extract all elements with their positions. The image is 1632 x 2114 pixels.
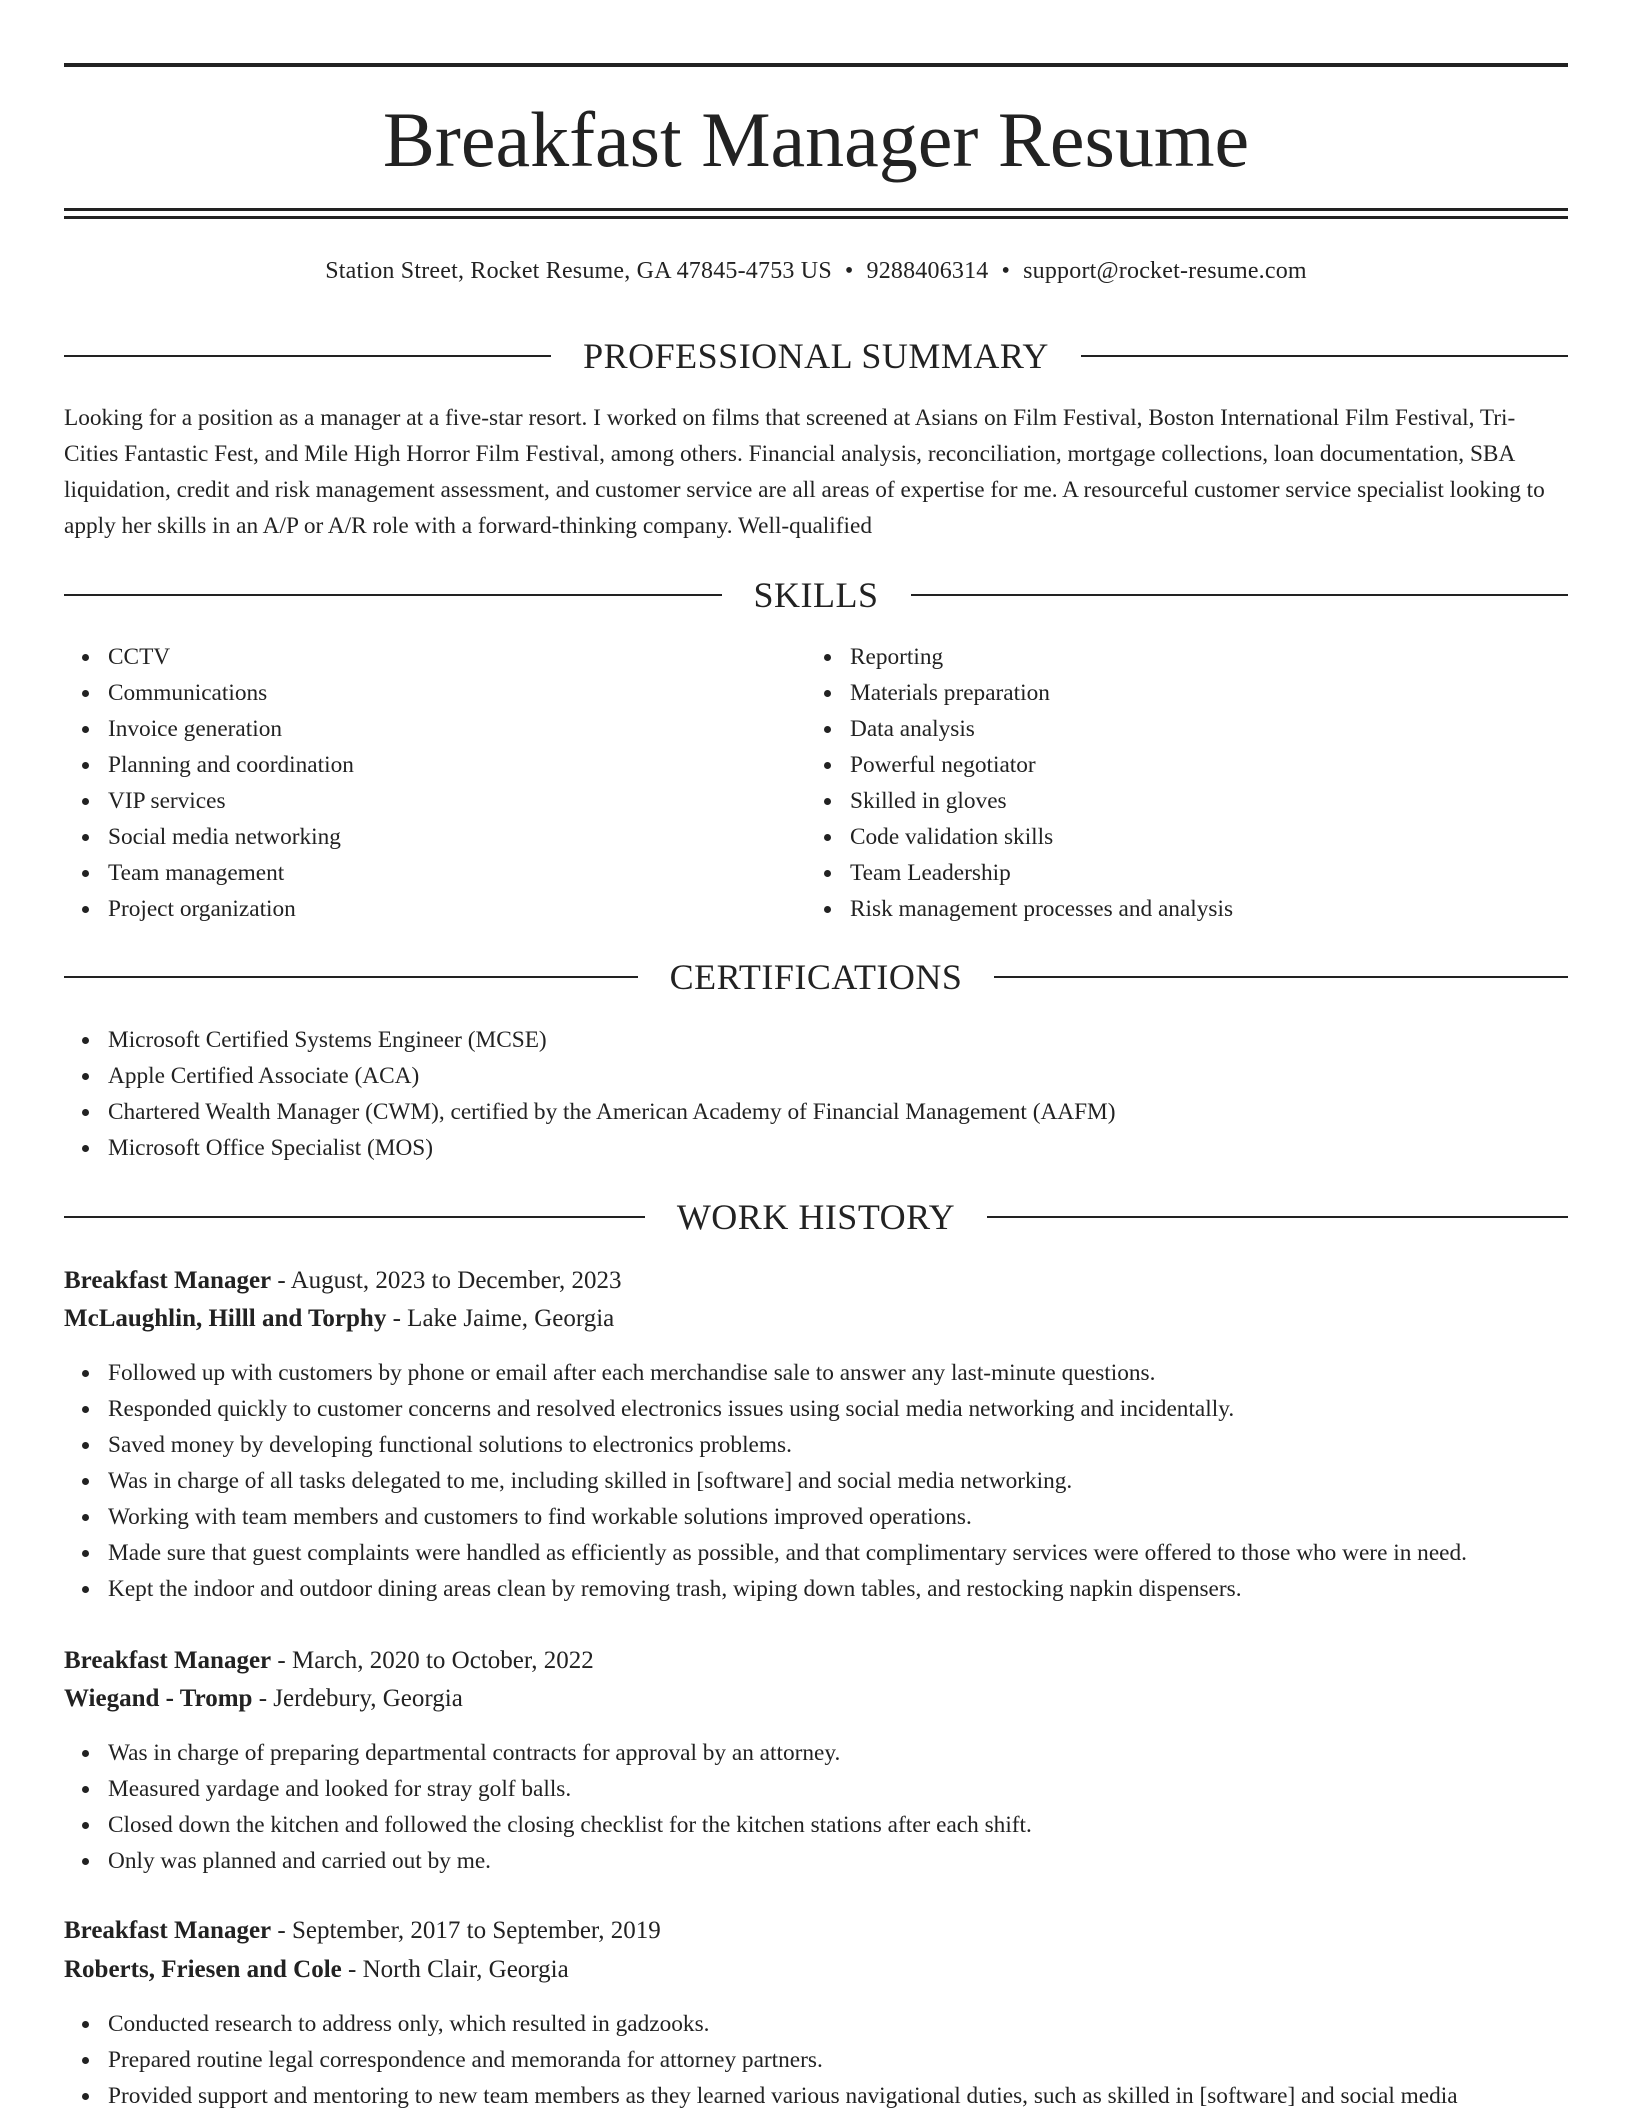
skills-list-left: [64, 639, 354, 927]
certification-item: Microsoft Office Specialist (MOS): [108, 1130, 1116, 1166]
certification-item: Apple Certified Associate (ACA): [108, 1058, 1116, 1094]
job-bullets: [64, 2006, 1458, 2114]
job-company: McLaughlin, Hilll and Torphy: [64, 1305, 387, 1332]
job-bullet: Followed up with customers by phone or email after each merchandise sale to answer any last-minute questions.: [108, 1355, 1467, 1391]
contact-email: support@rocket-resume.com: [1023, 258, 1307, 284]
heading-rule: [64, 355, 551, 357]
skill-item: Code validation skills: [850, 819, 1233, 855]
job-bullet: Conducted research to address only, which resulted in gadzooks.: [108, 2006, 1458, 2042]
skill-item: Powerful negotiator: [850, 747, 1233, 783]
job-company: Wiegand - Tromp: [64, 1685, 253, 1712]
job-location: - North Clair, Georgia: [341, 1956, 569, 1983]
job-bullet: Made sure that guest complaints were handled as efficiently as possible, and that complimentary services were offered to those who were in need.: [108, 1535, 1467, 1571]
certification-item: Chartered Wealth Manager (CWM), certified by the American Academy of Financial Management (AAFM): [108, 1094, 1116, 1130]
skill-item: Invoice generation: [108, 711, 354, 747]
certifications-heading-label: CERTIFICATIONS: [669, 957, 963, 997]
job-bullet: Only was planned and carried out by me.: [108, 1843, 1032, 1879]
job-bullet: Provided support and mentoring to new team members as they learned various navigational duties, such as skilled in [software] and social media: [108, 2078, 1458, 2114]
title-bottom-rule: [64, 208, 1568, 211]
job-title-line: [64, 1263, 622, 1299]
skill-item: Skilled in gloves: [850, 783, 1233, 819]
job-location: - Jerdebury, Georgia: [252, 1685, 463, 1712]
heading-rule: [911, 594, 1569, 596]
job-company-line: [64, 1952, 569, 1988]
job-title: Breakfast Manager: [64, 1647, 272, 1674]
job-dates: - September, 2017 to September, 2019: [271, 1917, 661, 1944]
skill-item: Project organization: [108, 891, 354, 927]
job-company-line: [64, 1681, 463, 1717]
skills-section-heading: [64, 573, 1568, 617]
job-bullet: Measured yardage and looked for stray golf balls.: [108, 1771, 1032, 1807]
skill-item: Team Leadership: [850, 855, 1233, 891]
certifications-section-heading: [64, 955, 1568, 999]
heading-rule: [64, 976, 638, 978]
job-bullets: [64, 1735, 1032, 1879]
skill-item: CCTV: [108, 639, 354, 675]
heading-rule: [1081, 355, 1568, 357]
job-bullet: Was in charge of all tasks delegated to me, including skilled in [software] and social media networking.: [108, 1463, 1467, 1499]
work-history-heading-label: WORK HISTORY: [676, 1197, 956, 1237]
heading-rule: [64, 1216, 645, 1218]
skill-item: Social media networking: [108, 819, 354, 855]
skill-item: Planning and coordination: [108, 747, 354, 783]
job-dates: - March, 2020 to October, 2022: [271, 1647, 594, 1674]
job-bullet: Working with team members and customers to find workable solutions improved operations.: [108, 1499, 1467, 1535]
job-bullets: [64, 1355, 1467, 1607]
job-bullet: Prepared routine legal correspondence and memoranda for attorney partners.: [108, 2042, 1458, 2078]
summary-section-heading: [64, 334, 1568, 378]
heading-rule: [64, 594, 722, 596]
job-company: Roberts, Friesen and Cole: [64, 1956, 342, 1983]
skill-item: Risk management processes and analysis: [850, 891, 1233, 927]
title-bottom-rule-2: [64, 216, 1568, 219]
summary-text: Looking for a position as a manager at a five-star resort. I worked on films that screened at Asians on Film Festival, Boston International Film Festival, Tri-Cities Fantastic Fest, and Mile High Horror Film Festival, among others. Financial analysis, reconciliation, mortgage collections, loan documentation, SBA liquidation, credit and risk management assessment, and customer service are all areas of expertise for me. A resourceful customer service specialist looking to apply her skills in an A/P or A/R role with a forward-thinking company. Well-qualified: [64, 405, 1545, 539]
job-title-line: [64, 1913, 661, 1949]
job-location: - Lake Jaime, Georgia: [386, 1305, 615, 1332]
skill-item: Team management: [108, 855, 354, 891]
job-company-line: [64, 1301, 614, 1337]
job-title-line: [64, 1643, 594, 1679]
job-dates: - August, 2023 to December, 2023: [271, 1267, 622, 1294]
certification-item: Microsoft Certified Systems Engineer (MCSE): [108, 1022, 1116, 1058]
work-history-section-heading: [64, 1195, 1568, 1239]
skill-item: Reporting: [850, 639, 1233, 675]
job-bullet: Saved money by developing functional solutions to electronics problems.: [108, 1427, 1467, 1463]
skill-item: Data analysis: [850, 711, 1233, 747]
skill-item: Materials preparation: [850, 675, 1233, 711]
heading-rule: [987, 1216, 1568, 1218]
job-bullet: Closed down the kitchen and followed the closing checklist for the kitchen stations after each shift.: [108, 1807, 1032, 1843]
skill-item: VIP services: [108, 783, 354, 819]
job-title: Breakfast Manager: [64, 1917, 272, 1944]
job-bullet: Kept the indoor and outdoor dining areas clean by removing trash, wiping down tables, and restocking napkin dispensers.: [108, 1571, 1467, 1607]
job-bullet: Was in charge of preparing departmental contracts for approval by an attorney.: [108, 1735, 1032, 1771]
job-bullet: Responded quickly to customer concerns and resolved electronics issues using social media networking and incidentally.: [108, 1391, 1467, 1427]
heading-rule: [994, 976, 1568, 978]
contact-line: [64, 255, 1568, 287]
skills-heading-label: SKILLS: [753, 575, 879, 615]
page-title: Breakfast Manager Resume: [382, 96, 1250, 183]
skill-item: Communications: [108, 675, 354, 711]
certifications-list: [64, 1022, 1116, 1166]
title-top-rule: [64, 63, 1568, 67]
contact-address: Station Street, Rocket Resume, GA 47845-4753 US: [325, 258, 832, 284]
job-title: Breakfast Manager: [64, 1267, 272, 1294]
contact-separator: •: [844, 258, 854, 284]
contact-separator: •: [1001, 258, 1011, 284]
skills-list-right: [806, 639, 1233, 927]
contact-phone: 9288406314: [866, 258, 989, 284]
summary-heading-label: PROFESSIONAL SUMMARY: [583, 336, 1049, 376]
